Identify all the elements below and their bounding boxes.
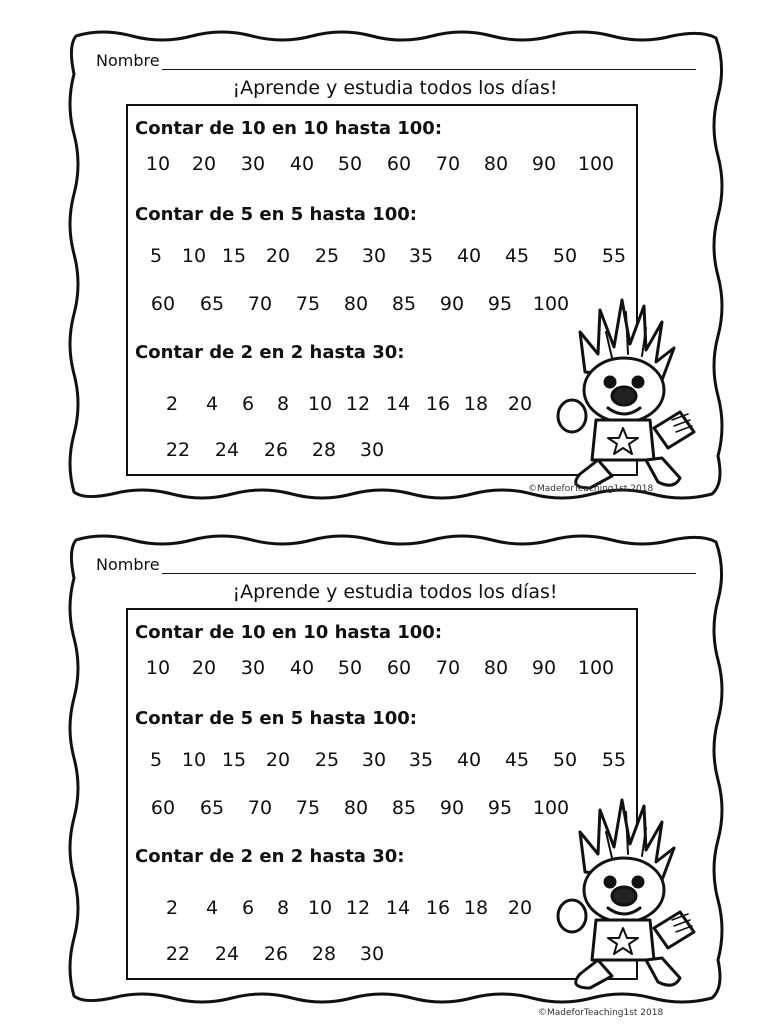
number: 40 (289, 657, 315, 679)
count-by-10-row (128, 656, 638, 680)
number: 50 (337, 657, 363, 679)
number: 20 (191, 153, 217, 175)
troll-student-icon (550, 792, 700, 992)
number: 75 (295, 797, 321, 819)
name-write-line[interactable] (162, 55, 696, 70)
number: 15 (221, 245, 247, 267)
number: 60 (150, 797, 176, 819)
number: 10 (181, 245, 207, 267)
number: 5 (149, 245, 163, 267)
number: 22 (165, 439, 191, 461)
number: 45 (504, 749, 530, 771)
number: 70 (247, 797, 273, 819)
count-by-10-row (128, 152, 638, 176)
count-by-5-heading: Contar de 5 en 5 hasta 100: (135, 204, 417, 225)
number: 2 (165, 897, 179, 919)
number: 20 (507, 897, 533, 919)
motto-heading: ¡Aprende y estudia todos los días! (232, 581, 558, 603)
number: 80 (343, 797, 369, 819)
number: 60 (386, 657, 412, 679)
number: 65 (199, 797, 225, 819)
number: 25 (314, 245, 340, 267)
number: 10 (307, 393, 333, 415)
copyright-notice: ©MadeforTeaching1st 2018 (538, 1008, 664, 1018)
number: 60 (386, 153, 412, 175)
number: 28 (311, 943, 337, 965)
count-by-2-heading: Contar de 2 en 2 hasta 30: (135, 846, 405, 867)
number: 30 (361, 749, 387, 771)
number: 90 (531, 657, 557, 679)
number: 90 (439, 293, 465, 315)
number: 50 (552, 245, 578, 267)
number: 50 (337, 153, 363, 175)
number: 12 (345, 897, 371, 919)
number: 100 (577, 153, 615, 175)
number: 80 (343, 293, 369, 315)
count-by-2-heading: Contar de 2 en 2 hasta 30: (135, 342, 405, 363)
number: 65 (199, 293, 225, 315)
number: 4 (205, 393, 219, 415)
number: 6 (241, 393, 255, 415)
number: 6 (241, 897, 255, 919)
number: 80 (483, 657, 509, 679)
number: 20 (191, 657, 217, 679)
number: 5 (149, 749, 163, 771)
count-by-5-row-1 (128, 748, 638, 772)
number: 14 (385, 897, 411, 919)
number: 28 (311, 439, 337, 461)
number: 30 (240, 657, 266, 679)
number: 50 (552, 749, 578, 771)
number: 22 (165, 943, 191, 965)
name-field-row (96, 552, 696, 574)
name-label: Nombre (96, 555, 160, 574)
number: 30 (240, 153, 266, 175)
number: 70 (247, 293, 273, 315)
number: 25 (314, 749, 340, 771)
number: 24 (214, 943, 240, 965)
number: 55 (601, 749, 627, 771)
count-by-10-heading: Contar de 10 en 10 hasta 100: (135, 118, 443, 139)
number: 35 (408, 245, 434, 267)
number: 15 (221, 749, 247, 771)
number: 10 (145, 657, 171, 679)
name-write-line[interactable] (162, 559, 696, 574)
number: 95 (487, 293, 513, 315)
number: 8 (276, 393, 290, 415)
number: 16 (425, 897, 451, 919)
motto-heading: ¡Aprende y estudia todos los días! (232, 77, 558, 99)
number: 18 (463, 393, 489, 415)
number: 18 (463, 897, 489, 919)
troll-student-icon (550, 292, 700, 492)
number: 4 (205, 897, 219, 919)
number: 8 (276, 897, 290, 919)
number: 55 (601, 245, 627, 267)
number: 12 (345, 393, 371, 415)
number: 26 (263, 943, 289, 965)
number: 20 (265, 749, 291, 771)
number: 14 (385, 393, 411, 415)
number: 60 (150, 293, 176, 315)
number: 40 (289, 153, 315, 175)
number: 26 (263, 439, 289, 461)
number: 100 (577, 657, 615, 679)
number: 2 (165, 393, 179, 415)
number: 30 (359, 439, 385, 461)
copyright-notice: ©MadeforTeaching1st 2018 (528, 484, 654, 494)
number: 30 (359, 943, 385, 965)
number: 80 (483, 153, 509, 175)
count-by-5-heading: Contar de 5 en 5 hasta 100: (135, 708, 417, 729)
name-field-row (96, 48, 696, 70)
number: 70 (435, 657, 461, 679)
count-by-5-row-1 (128, 244, 638, 268)
number: 20 (507, 393, 533, 415)
count-by-10-heading: Contar de 10 en 10 hasta 100: (135, 622, 443, 643)
number: 95 (487, 797, 513, 819)
number: 100 (532, 797, 570, 819)
number: 10 (145, 153, 171, 175)
number: 85 (391, 293, 417, 315)
number: 90 (439, 797, 465, 819)
number: 20 (265, 245, 291, 267)
number: 75 (295, 293, 321, 315)
number: 24 (214, 439, 240, 461)
number: 35 (408, 749, 434, 771)
number: 70 (435, 153, 461, 175)
number: 90 (531, 153, 557, 175)
number: 100 (532, 293, 570, 315)
number: 40 (456, 245, 482, 267)
number: 85 (391, 797, 417, 819)
number: 16 (425, 393, 451, 415)
number: 45 (504, 245, 530, 267)
number: 40 (456, 749, 482, 771)
name-label: Nombre (96, 51, 160, 70)
number: 30 (361, 245, 387, 267)
worksheet-card-1 (62, 26, 728, 504)
number: 10 (307, 897, 333, 919)
number: 10 (181, 749, 207, 771)
worksheet-card-2 (62, 530, 728, 1018)
